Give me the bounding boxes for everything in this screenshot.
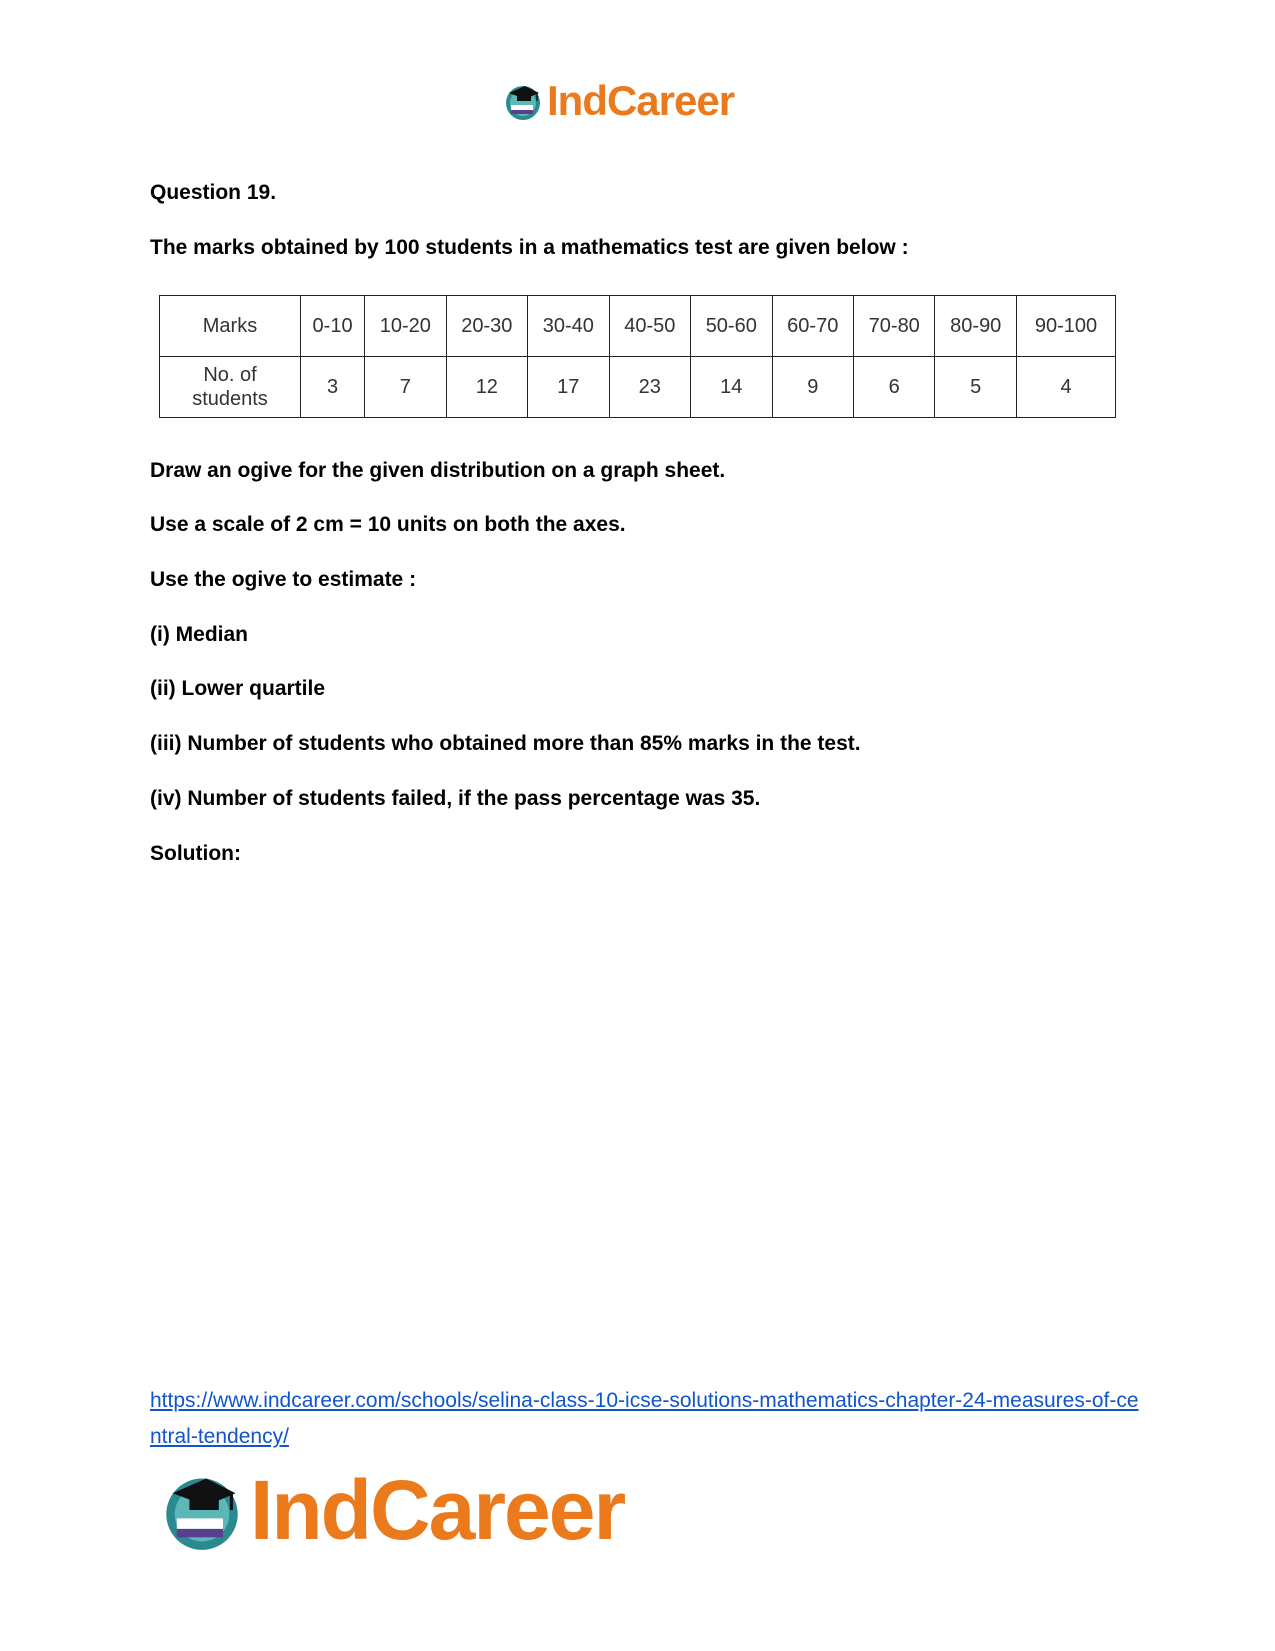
marks-cell: 60-70 bbox=[772, 296, 853, 357]
marks-cell: 80-90 bbox=[935, 296, 1017, 357]
source-link[interactable]: https://www.indcareer.com/schools/selina-class-10-icse-solutions-mathematics-chapter-24-measures-of-central-tendency/ bbox=[150, 1389, 1139, 1448]
students-cell: 12 bbox=[446, 357, 527, 418]
marks-table bbox=[159, 295, 1116, 418]
part-ii: (ii) Lower quartile bbox=[150, 677, 326, 700]
students-cell: 14 bbox=[691, 357, 772, 418]
marks-cell: 50-60 bbox=[691, 296, 772, 357]
table-row bbox=[160, 357, 1116, 418]
instruction-draw: Draw an ogive for the given distribution on a graph sheet. bbox=[150, 459, 726, 482]
marks-cell: 40-50 bbox=[609, 296, 690, 357]
students-cell: 9 bbox=[772, 357, 853, 418]
marks-cell: 0-10 bbox=[301, 296, 365, 357]
logo-wordmark: IndCareer bbox=[250, 1463, 625, 1557]
instruction-estimate: Use the ogive to estimate : bbox=[150, 568, 417, 591]
header-logo bbox=[503, 77, 735, 124]
question-title: Question 19. bbox=[150, 181, 277, 204]
marks-cell: 10-20 bbox=[365, 296, 446, 357]
students-cell: 7 bbox=[365, 357, 446, 418]
part-iv: (iv) Number of students failed, if the pass percentage was 35. bbox=[150, 787, 761, 810]
part-i: (i) Median bbox=[150, 623, 248, 646]
row-header-students: No. of students bbox=[160, 357, 301, 418]
footer-logo bbox=[160, 1463, 625, 1557]
row-header-marks: Marks bbox=[160, 296, 301, 357]
marks-cell: 30-40 bbox=[528, 296, 609, 357]
table-row bbox=[160, 296, 1116, 357]
students-cell: 6 bbox=[854, 357, 935, 418]
marks-cell: 20-30 bbox=[446, 296, 527, 357]
part-iii: (iii) Number of students who obtained more than 85% marks in the test. bbox=[150, 732, 861, 755]
marks-cell: 90-100 bbox=[1017, 296, 1116, 357]
graduation-globe-icon bbox=[160, 1468, 244, 1552]
instruction-scale: Use a scale of 2 cm = 10 units on both the axes. bbox=[150, 513, 626, 536]
question-intro: The marks obtained by 100 students in a mathematics test are given below : bbox=[150, 236, 909, 259]
graduation-globe-icon bbox=[503, 81, 543, 121]
students-cell: 23 bbox=[609, 357, 690, 418]
students-cell: 17 bbox=[528, 357, 609, 418]
logo-wordmark: IndCareer bbox=[547, 77, 735, 124]
students-cell: 4 bbox=[1017, 357, 1116, 418]
students-cell: 3 bbox=[301, 357, 365, 418]
students-cell: 5 bbox=[935, 357, 1017, 418]
solution-label: Solution: bbox=[150, 842, 241, 865]
marks-cell: 70-80 bbox=[854, 296, 935, 357]
